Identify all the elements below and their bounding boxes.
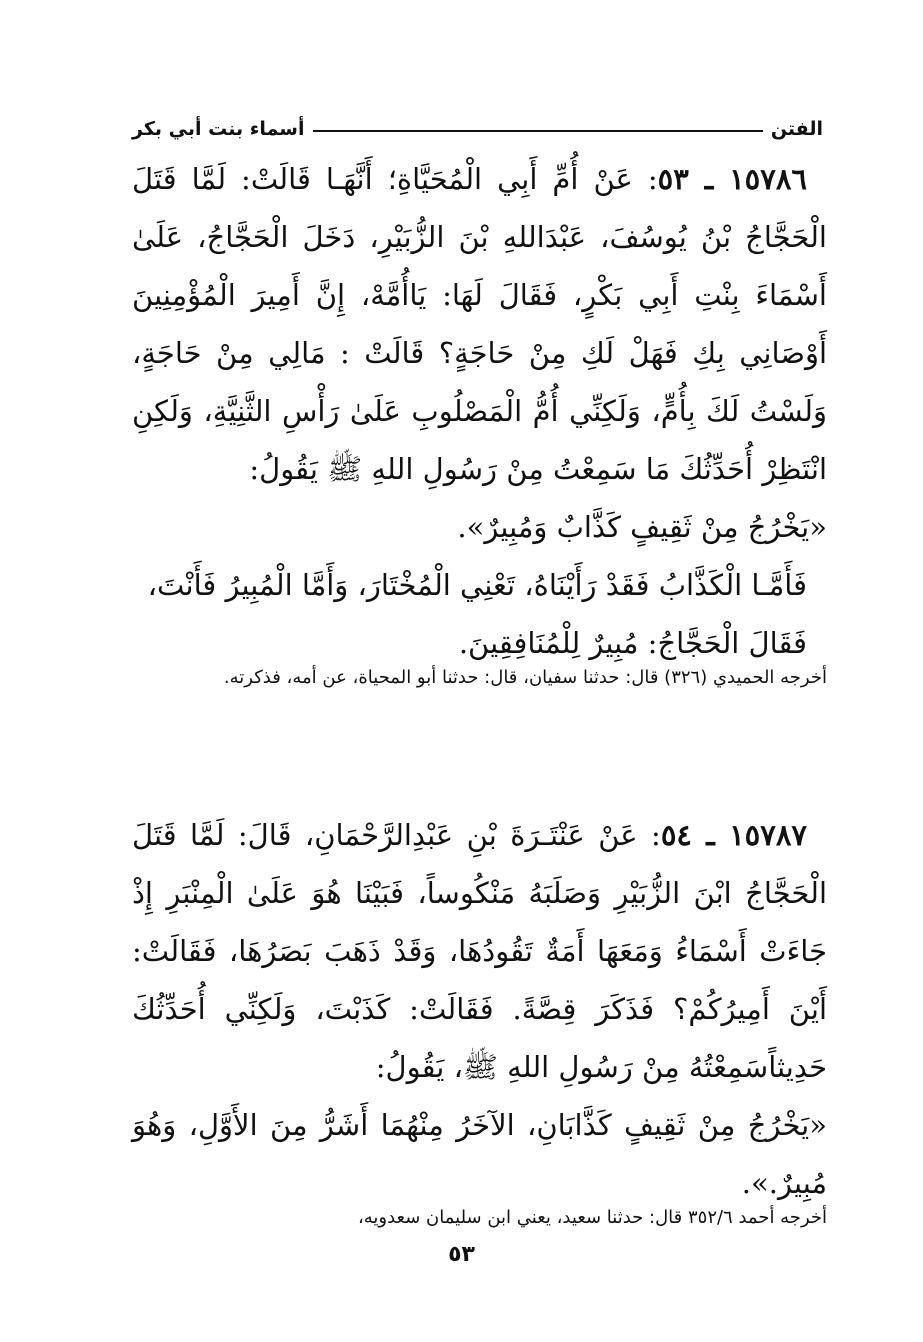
- hadith-number: ١٥٧٨٦ ـ ٥٣: [657, 162, 807, 196]
- hadith-text: [132, 150, 827, 498]
- hadith-takhrij: أخرجه الحميدي (٣٢٦) قال: حدثنا سفيان، قال: حدثنا أبو المحياة، عن أمه، فذكرته.: [223, 667, 827, 688]
- hadith-quote: «يَخْرُجُ مِنْ ثَقِيفٍ كَذَّابٌ وَمُبِيرٌ».: [457, 510, 827, 544]
- hadith-15786: [132, 150, 827, 672]
- header-section-title: الفتن: [770, 118, 823, 140]
- hadith-text: [132, 806, 827, 1096]
- hadith-body: : عَنْ عَنْتَـرَةَ بْنِ عَبْدِالرَّحْمَانِ، قَالَ: لَمَّا قَتَلَ الْحَجَّاجُ ابْنَ الزُّبَيْرِ وَصَلَبَهُ مَنْكُوساً، فَبَيْنَا هُوَ عَلَىٰ الْمِنْبَرِ إِذْ جَاءَتْ أَسْمَاءُ وَمَعَهَا أَمَةٌ تَقُودُهَا، وَقَدْ ذَهَبَ بَصَرُهَا، فَقَالَتْ: أَيْنَ أَمِيرُكُمْ؟ فَذَكَرَ قِصَّةً. فَقَالَتْ: كَذَبْتَ، وَلَكِنِّي أُحَدِّثُكَ حَدِيثاًسَمِعْتُهُ مِنْ رَسُولِ اللهِ ﷺ، يَقُولُ:: [132, 818, 827, 1084]
- hadith-comment: فَأَمَّـا الْكَذَّابُ فَقَدْ رَأَيْنَاهُ، تَعْنِي الْمُخْتَارَ، وَأَمَّا الْمُبِيرُ فَأَنْتَ،: [147, 568, 807, 602]
- header-chapter-title: أسماء بنت أبي بكر: [132, 118, 305, 140]
- hadith-takhrij: أخرجه أحمد ٣٥٢/٦ قال: حدثنا سعيد، يعني ابن سليمان سعدويه،: [357, 1207, 827, 1228]
- running-header: [132, 112, 823, 146]
- hadith-15787: [132, 806, 827, 1212]
- hadith-number: ١٥٧٨٧ ـ ٥٤: [660, 818, 807, 852]
- header-rule: [313, 130, 763, 132]
- hadith-body: : عَنْ أُمِّ أَبِي الْمُحَيَّاةِ؛ أَنَّهَـا قَالَتْ: لَمَّا قَتَلَ الْحَجَّاجُ بْنُ يُوسُفَ، عَبْدَاللهِ بْنَ الزُّبَيْرِ، دَخَلَ الْحَجَّاجُ، عَلَىٰ أَسْمَاءَ بِنْتِ أَبِي بَكْرٍ، فَقَالَ لَهَا: يَاأُمَّهْ، إِنَّ أَمِيرَ الْمُؤْمِنِينَ أَوْصَانِي بِكِ فَهَلْ لَكِ مِنْ حَاجَةٍ؟ قَالَتْ : مَالِي مِنْ حَاجَةٍ، وَلَسْتُ لَكَ بِأُمٍّ، وَلَكِنِّي أُمُّ الْمَصْلُوبِ عَلَىٰ رَأْسِ الثَّنِيَّةِ، وَلَكِنِ انْتَظِرْ أُحَدِّثُكَ مَا سَمِعْتُ مِنْ رَسُولِ اللهِ ﷺ يَقُولُ:: [132, 162, 828, 486]
- page-number: ٥٣: [448, 1242, 475, 1267]
- hadith-comment: فَقَالَ الْحَجَّاجُ: مُبِيرٌ لِلْمُنَافِقِينَ.: [458, 626, 807, 660]
- hadith-quote: «يَخْرُجُ مِنْ ثَقِيفٍ كَذَّابَانِ، الآخَرُ مِنْهُمَا أَشَرُّ مِنَ الأَوَّلِ، وَهُوَ مُبِيرٌ.».: [132, 1108, 827, 1200]
